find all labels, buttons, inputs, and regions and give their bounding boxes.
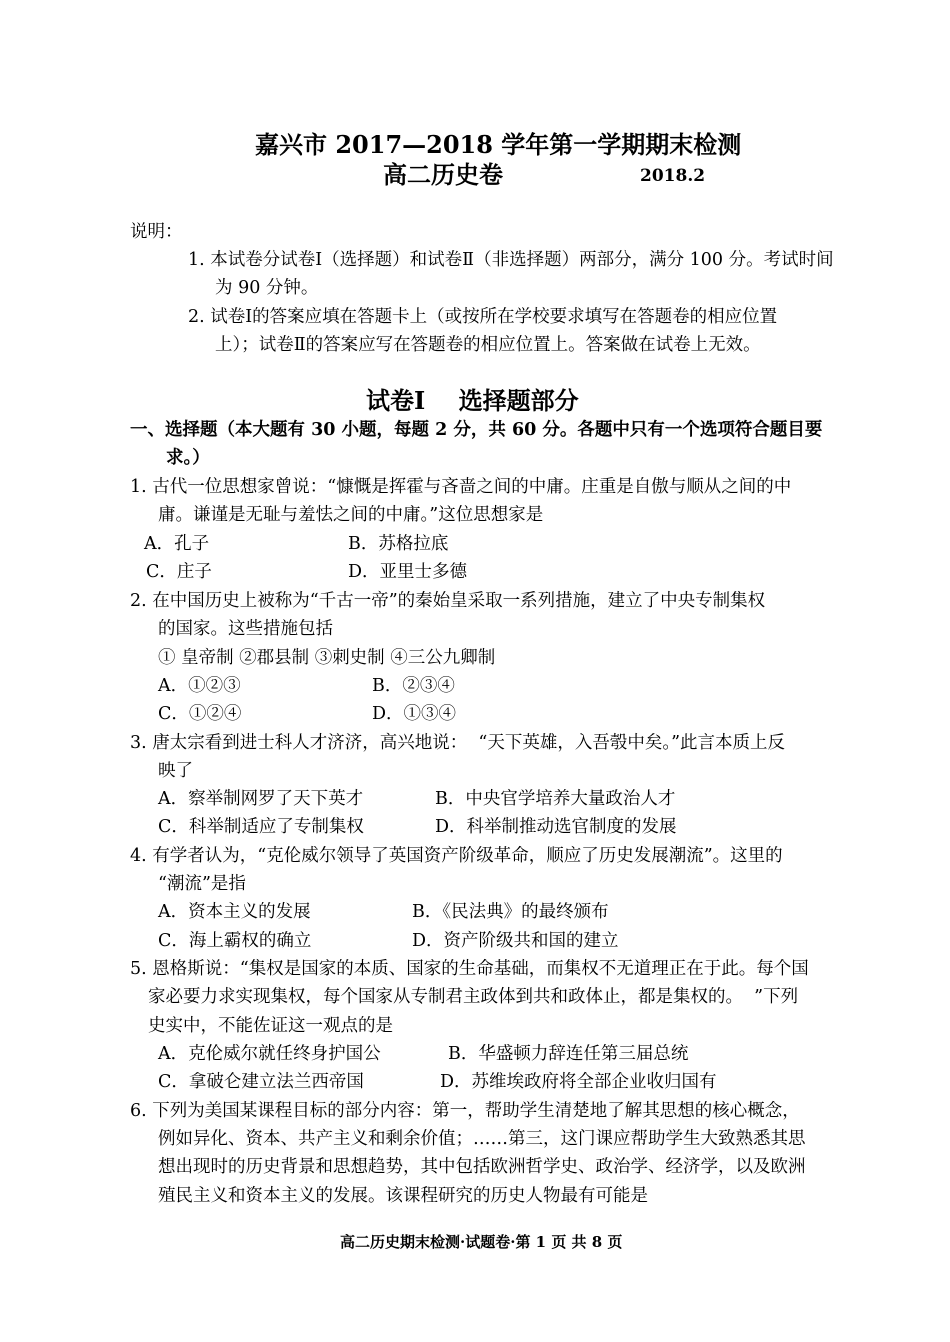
- question-4-option-d: D．资产阶级共和国的建立: [412, 931, 619, 951]
- question-1-option-b: B．苏格拉底: [348, 534, 449, 554]
- question-1-option-c: C．庄子: [146, 562, 212, 582]
- note-1-line-1: 1. 本试卷分试卷Ⅰ（选择题）和试卷Ⅱ（非选择题）两部分，满分 100 分。考试时间: [188, 250, 834, 270]
- notes-label: 说明：: [130, 222, 183, 242]
- question-1-option-d: D．亚里士多德: [348, 562, 468, 582]
- question-1-stem-line-1: 1. 古代一位思想家曾说：“慷慨是挥霍与吝啬之间的中庸。庄重是自傲与顺从之间的中: [130, 477, 792, 497]
- note-1-line-2: 为 90 分钟。: [215, 278, 319, 298]
- question-3-stem-line-1: 3. 唐太宗看到进士科人才济济，高兴地说： “天下英雄，入吾彀中矣。”此言本质上反: [130, 733, 786, 753]
- section-instructions-line-1: 一、选择题（本大题有 30 小题，每题 2 分，共 60 分。各题中只有一个选项符合题目要: [130, 420, 823, 440]
- question-3-stem-line-2: 映了: [158, 761, 193, 781]
- exam-title: 嘉兴市 2017—2018 学年第一学期期末检测: [255, 130, 742, 159]
- question-6-stem-line-4: 殖民主义和资本主义的发展。该课程研究的历史人物最有可能是: [158, 1186, 648, 1206]
- question-3-option-b: B．中央官学培养大量政治人才: [435, 789, 676, 809]
- question-3-option-c: C．科举制适应了专制集权: [158, 817, 364, 837]
- section-title: 试卷Ⅰ 选择题部分: [366, 386, 579, 415]
- note-2-line-2: 上）；试卷Ⅱ的答案应写在答题卷的相应位置上。答案做在试卷上无效。: [215, 335, 761, 355]
- question-5-stem-line-1: 5. 恩格斯说：“集权是国家的本质、国家的生命基础，而集权不无道理正在于此。每个国: [130, 959, 809, 979]
- question-3-option-d: D．科举制推动选官制度的发展: [435, 817, 677, 837]
- question-6-stem-line-2: 例如异化、资本、共产主义和剩余价值；……第三，这门课应帮助学生大致熟悉其思: [158, 1129, 806, 1149]
- question-2-option-b: B．②③④: [372, 676, 455, 696]
- question-4-stem-line-1: 4. 有学者认为，“克伦威尔领导了英国资产阶级革命，顺应了历史发展潮流”。这里的: [130, 846, 783, 866]
- exam-date: 2018.2: [640, 166, 706, 186]
- question-2-option-c: C．①②④: [158, 704, 242, 724]
- page-footer: 高二历史期末检测·试题卷·第 1 页 共 8 页: [340, 1233, 623, 1251]
- question-2-stem-line-2: 的国家。这些措施包括: [158, 619, 333, 639]
- exam-subtitle: 高二历史卷: [383, 160, 503, 189]
- question-5-option-a: A．克伦威尔就任终身护国公: [158, 1044, 381, 1064]
- question-2-option-a: A．①②③: [158, 676, 241, 696]
- question-5-option-d: D．苏维埃政府将全部企业收归国有: [440, 1072, 717, 1092]
- note-2-line-1: 2. 试卷Ⅰ的答案应填在答题卡上（或按所在学校要求填写在答题卷的相应位置: [188, 307, 778, 327]
- question-4-option-c: C．海上霸权的确立: [158, 931, 312, 951]
- question-5-option-b: B．华盛顿力辞连任第三届总统: [448, 1044, 689, 1064]
- question-3-option-a: A．察举制网罗了天下英才: [158, 789, 364, 809]
- question-4-option-a: A．资本主义的发展: [158, 902, 311, 922]
- question-2-stem-line-1: 2. 在中国历史上被称为“千古一帝”的秦始皇采取一系列措施，建立了中央专制集权: [130, 591, 766, 611]
- question-2-option-d: D．①③④: [372, 704, 457, 724]
- question-6-stem-line-3: 想出现时的历史背景和思想趋势，其中包括欧洲哲学史、政治学、经济学，以及欧洲: [158, 1157, 806, 1177]
- question-5-option-c: C．拿破仑建立法兰西帝国: [158, 1072, 364, 1092]
- question-5-stem-line-2: 家必要力求实现集权，每个国家从专制君主政体到共和政体止，都是集权的。 ”下列: [148, 987, 799, 1007]
- question-2-stem-line-3: ① 皇帝制 ②郡县制 ③刺史制 ④三公九卿制: [158, 648, 496, 668]
- question-1-stem-line-2: 庸。谦谨是无耻与羞怯之间的中庸。”这位思想家是: [158, 505, 544, 525]
- section-instructions-line-2: 求。）: [166, 448, 210, 468]
- question-4-option-b: B．《民法典》的最终颁布: [412, 902, 609, 922]
- question-5-stem-line-3: 史实中，不能佐证这一观点的是: [148, 1016, 393, 1036]
- question-6-stem-line-1: 6. 下列为美国某课程目标的部分内容：第一，帮助学生清楚地了解其思想的核心概念，: [130, 1101, 800, 1121]
- question-1-option-a: A．孔子: [144, 534, 210, 554]
- question-4-stem-line-2: “潮流”是指: [158, 874, 246, 894]
